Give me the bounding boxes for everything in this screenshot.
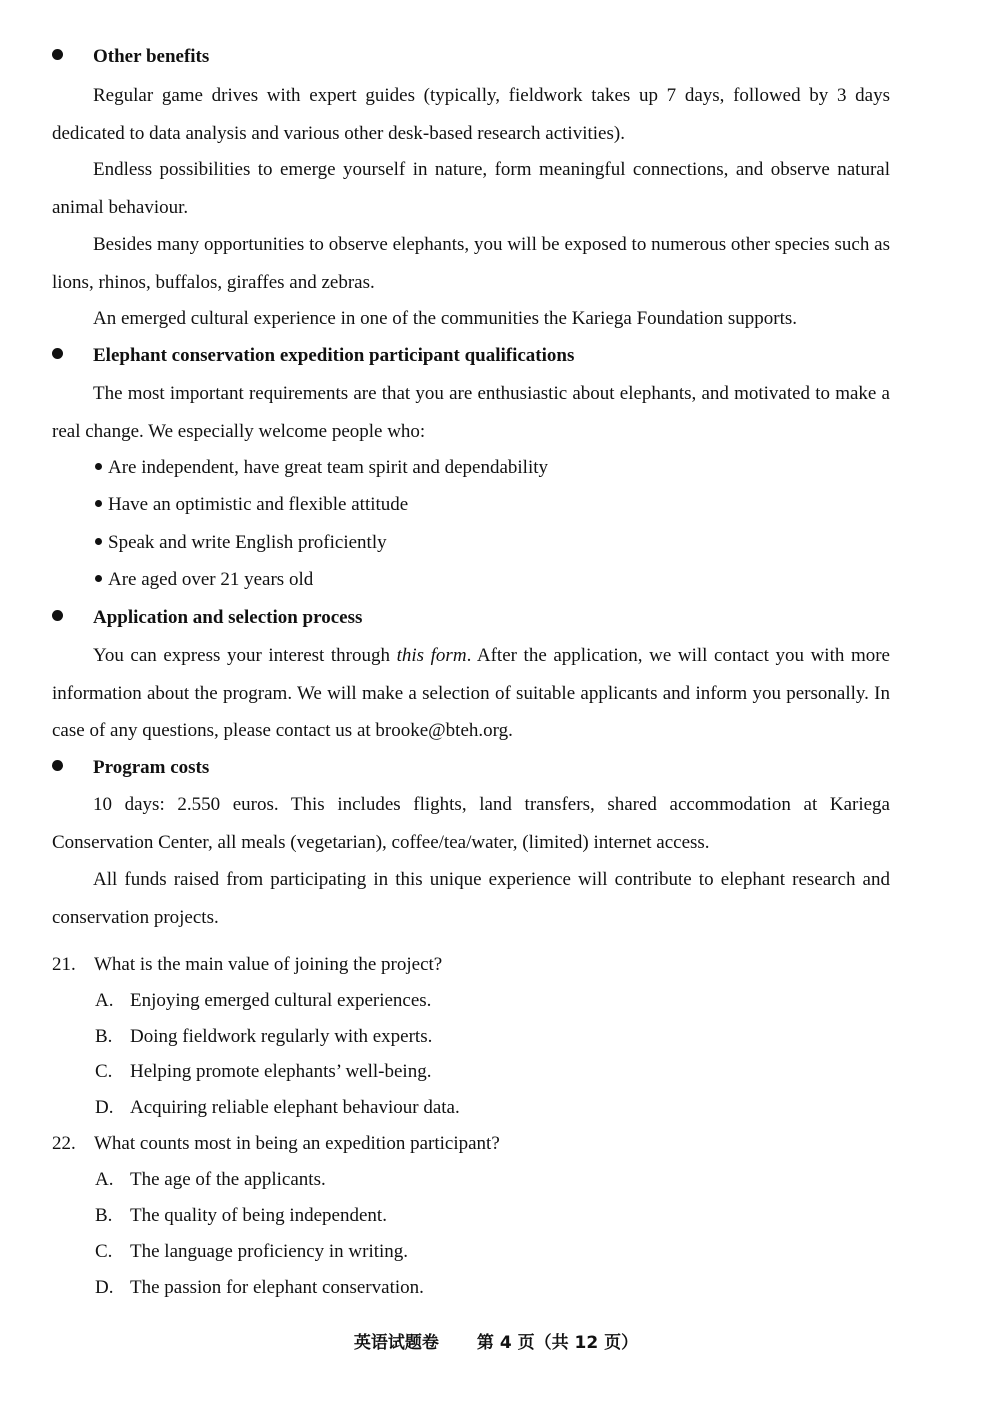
paper-name: 英语试题卷 (353, 1333, 439, 1353)
list-item: Are aged over 21 years old (95, 568, 313, 592)
section-heading-application: Application and selection process (52, 606, 362, 630)
list-item: Speak and write English proficiently (95, 531, 387, 555)
question-21-option-b: B. Doing fieldwork regularly with experts. (95, 1026, 433, 1047)
paragraph-game-drives: Regular game drives with expert guides (typically, fieldwork takes up 7 days, followed by 3 days dedicated to data analysis and various other desk-based research activities). (52, 85, 890, 144)
section-heading-other-benefits: Other benefits (52, 45, 209, 69)
section-heading-qualifications: Elephant conservation expedition participant qualifications (52, 344, 574, 368)
bullet-icon (52, 760, 63, 771)
paragraph-application: You can express your interest through this form. After the application, we will contact you with more information about the program. We will make a selection of suitable applicants and inform you personally. In case of any questions, please contact us at brooke@bteh.org. (52, 645, 890, 741)
paragraph-funds: All funds raised from participating in this unique experience will contribute to elephant research and conservation projects. (52, 869, 890, 928)
paragraph-species: Besides many opportunities to observe elephants, you will be exposed to numerous other species such as lions, rhinos, buffalos, giraffes and zebras. (52, 234, 890, 293)
question-22-option-c: C. The language proficiency in writing. (95, 1241, 409, 1262)
bullet-icon (95, 463, 102, 470)
question-22-option-b: B. The quality of being independent. (95, 1205, 387, 1226)
bullet-icon (52, 348, 63, 359)
bullet-icon (95, 538, 102, 545)
question-22-option-a: A. The age of the applicants. (95, 1169, 326, 1190)
question-22-option-d: D. The passion for elephant conservation. (95, 1277, 424, 1298)
paragraph-cultural: An emerged cultural experience in one of the communities the Kariega Foundation supports. (93, 308, 798, 329)
bullet-icon (52, 49, 63, 60)
paragraph-requirements: The most important requirements are that you are enthusiastic about elephants, and motivated to make a real change. We especially welcome people who: (52, 383, 890, 442)
section-heading-costs: Program costs (52, 756, 209, 780)
question-21-option-a: A. Enjoying emerged cultural experiences. (95, 990, 432, 1011)
bullet-icon (95, 575, 102, 582)
question-21-stem: 21. What is the main value of joining the project? (52, 954, 443, 975)
paragraph-nature: Endless possibilities to emerge yourself in nature, form meaningful connections, and observe natural animal behaviour. (52, 159, 890, 218)
question-21-option-c: C. Helping promote elephants’ well-being. (95, 1061, 432, 1082)
bullet-icon (52, 610, 63, 621)
question-22-stem: 22. What counts most in being an expedition participant? (52, 1133, 500, 1154)
paragraph-costs: 10 days: 2.550 euros. This includes flights, land transfers, shared accommodation at Kariega Conservation Center, all meals (vegetarian), coffee/tea/water, (limited) internet access. (52, 794, 890, 853)
question-21-option-d: D. Acquiring reliable elephant behaviour data. (95, 1097, 460, 1118)
page-number: 第 4 页（共 12 页） (476, 1333, 639, 1353)
form-reference: this form (396, 645, 467, 666)
list-item: Are independent, have great team spirit and dependability (95, 456, 548, 480)
page-footer (0, 1328, 992, 1353)
bullet-icon (95, 500, 102, 507)
list-item: Have an optimistic and flexible attitude (95, 493, 408, 517)
